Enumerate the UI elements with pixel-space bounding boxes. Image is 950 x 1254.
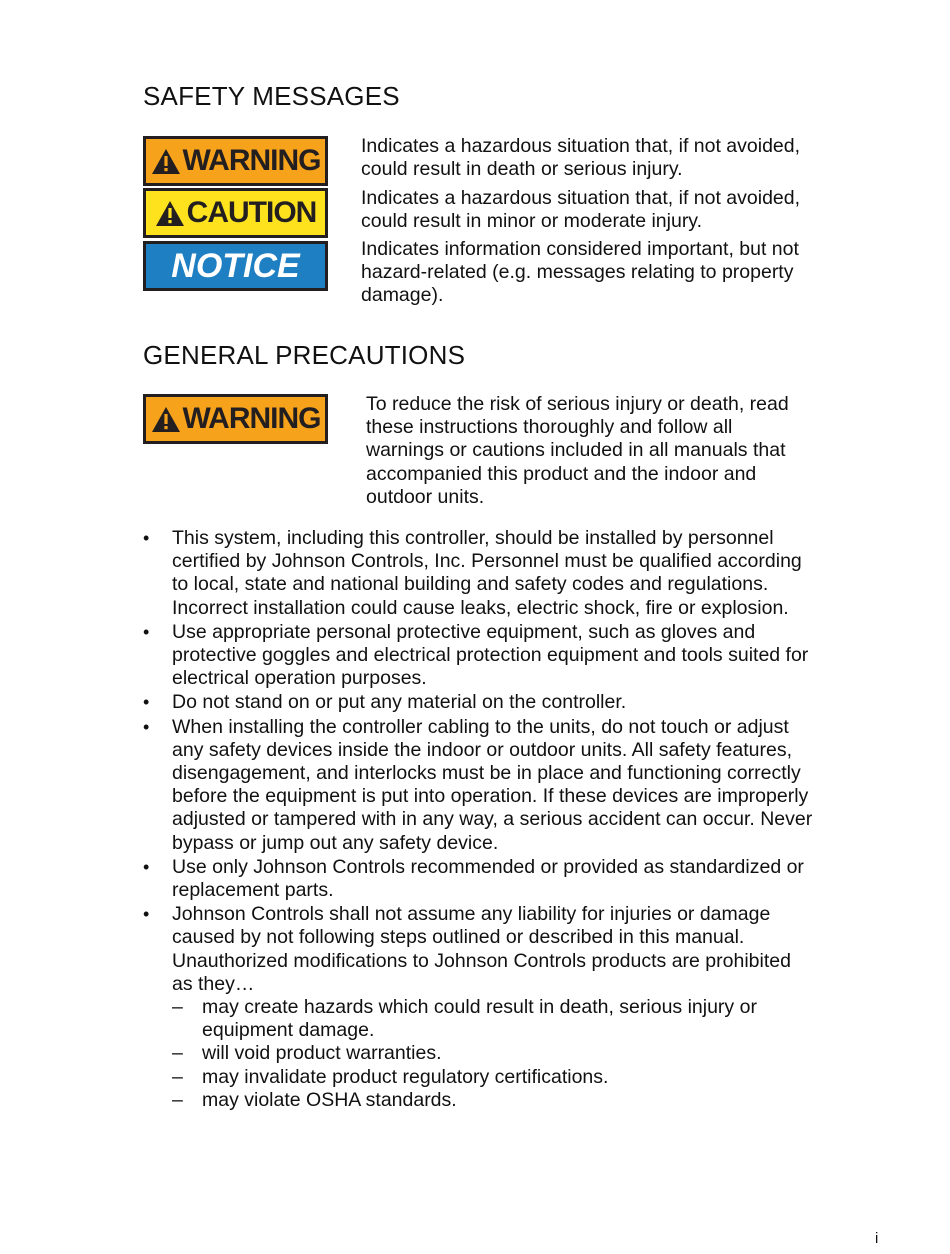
liability-sub-list	[172, 996, 815, 1112]
list-item-liability	[143, 903, 815, 1112]
sub-list-item: – may create hazards which could result in death, serious injury or equipment damage.	[172, 996, 815, 1042]
list-item: • This system, including this controller, should be installed by personnel certified by Johnson Controls, Inc. Personnel must be qualified according to local, state and national building and safety codes and regulations. Incorrect installation could cause leaks, electric shock, fire or explosion.	[143, 527, 815, 620]
caution-description: Indicates a hazardous situation that, if not avoided, could result in minor or moderate injury.	[361, 187, 801, 233]
notice-badge	[143, 241, 328, 291]
sub-list-item: – will void product warranties.	[172, 1042, 815, 1065]
safety-messages-heading: SAFETY MESSAGES	[143, 81, 400, 111]
list-item-text: Johnson Controls shall not assume any liability for injuries or damage caused by not following steps outlined or described in this manual. Unauthorized modifications to Johnson Controls products are prohibited as they…	[172, 903, 791, 995]
sub-list-item: – may invalidate product regulatory certifications.	[172, 1066, 815, 1089]
notice-badge-label: NOTICE	[171, 246, 300, 285]
list-item: • Use only Johnson Controls recommended or provided as standardized or replacement parts.	[143, 856, 815, 902]
list-item: • Use appropriate personal protective equipment, such as gloves and protective goggles and electrical protection equipment and tools suited for electrical operation purposes.	[143, 621, 815, 691]
caution-badge-label: CAUTION	[186, 196, 317, 229]
warning-badge-label: WARNING	[182, 144, 321, 177]
warning-triangle-icon	[151, 406, 181, 433]
page-number: i	[875, 1230, 879, 1247]
general-precautions-heading: GENERAL PRECAUTIONS	[143, 340, 466, 370]
warning-triangle-icon	[155, 200, 185, 227]
warning-description: Indicates a hazardous situation that, if not avoided, could result in death or serious injury.	[361, 135, 801, 181]
warning-badge	[143, 136, 328, 186]
precautions-list	[143, 527, 815, 1113]
precautions-warning-badge	[143, 394, 328, 444]
precautions-warning-label: WARNING	[182, 402, 321, 435]
list-item: • When installing the controller cabling to the units, do not touch or adjust any safety devices inside the indoor or outdoor units. All safety features, disengagement, and interlocks must be in place and functioning correctly before the equipment is put into operation. If these devices are improperly adjusted or tampered with in any way, a serious accident can occur. Never bypass or jump out any safety device.	[143, 716, 815, 855]
list-item: • Do not stand on or put any material on the controller.	[143, 691, 815, 714]
notice-description: Indicates information considered important, but not hazard-related (e.g. messages relating to property damage).	[361, 238, 799, 307]
sub-list-item: – may violate OSHA standards.	[172, 1089, 815, 1112]
warning-triangle-icon	[151, 148, 181, 175]
caution-badge	[143, 188, 328, 238]
precautions-warning-text: To reduce the risk of serious injury or death, read these instructions thoroughly and follow all warnings or cautions included in all manuals that accompanied this product and the indoor and outdoor units.	[366, 393, 789, 508]
